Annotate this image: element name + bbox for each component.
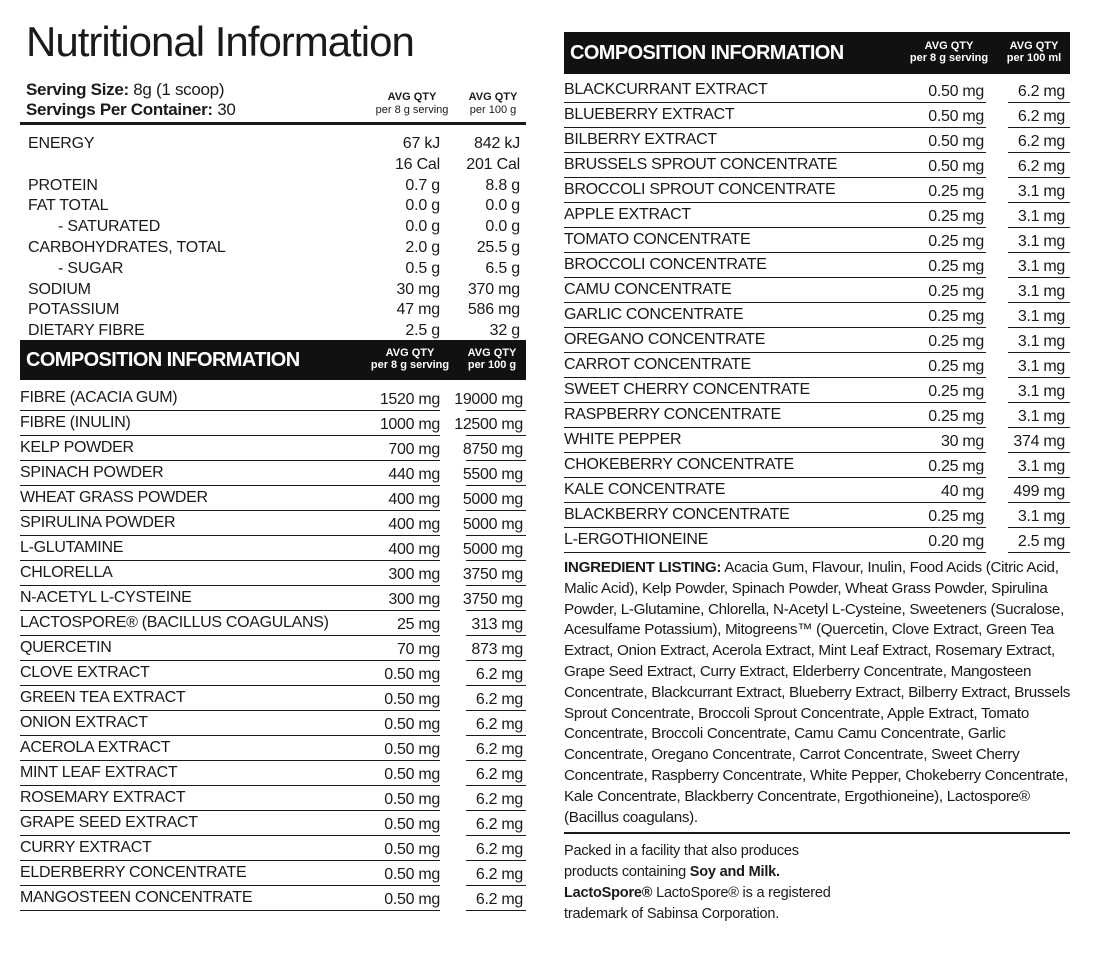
composition-label: KELP POWDER [20,439,134,456]
nutrition-label: FAT TOTAL [28,197,109,215]
composition-value-per-100: 2.5 mg [1017,533,1065,550]
nutrition-col1-header [368,91,456,117]
nutrition-label: ENERGY [28,135,95,152]
row-underline [20,910,440,912]
ingredients-divider [564,832,1070,834]
nutrition-value-per-100g: 842 kJ [474,135,520,152]
composition-value-per-serving: 0.50 mg [384,816,440,833]
composition-value-per-100: 6.2 mg [475,866,523,883]
nutrition-value-per-100g: 370 mg [467,280,520,298]
servings-per-container-label: Servings Per Container: [26,100,213,119]
nutrition-value-per-serving: 47 mg [396,301,440,319]
composition-label: GREEN TEA EXTRACT [20,689,186,706]
composition-row [564,328,1070,353]
composition-left-title: COMPOSITION INFORMATION [26,349,300,371]
composition-row [564,203,1070,228]
nutrition-row [28,320,520,341]
composition-row [564,503,1070,528]
nutrition-row [28,299,520,320]
composition-row [20,536,526,561]
composition-row [20,411,526,436]
composition-value-per-100: 8750 mg [462,441,523,458]
composition-value-per-serving: 0.25 mg [928,233,984,250]
row-underline [564,552,986,554]
nutrition-label: - SATURATED [58,218,161,236]
composition-row [20,586,526,611]
nutrition-value-per-serving: 0.0 g [405,218,440,236]
composition-value-per-100: 3750 mg [462,591,523,608]
composition-label: ONION EXTRACT [20,714,148,731]
composition-row [20,511,526,536]
nutrition-row [28,216,520,237]
composition-right-title: COMPOSITION INFORMATION [570,42,844,64]
composition-value-per-serving: 0.25 mg [928,333,984,350]
composition-left-col1-title: AVG QTY [385,347,435,359]
composition-value-per-100: 3.1 mg [1017,183,1065,200]
composition-row [564,378,1070,403]
composition-left-col2-header [460,347,524,371]
composition-label: BROCCOLI SPROUT CONCENTRATE [564,181,836,198]
composition-value-per-100: 3.1 mg [1017,283,1065,300]
composition-label: CAMU CONCENTRATE [564,281,732,298]
composition-label: BILBERRY EXTRACT [564,131,717,148]
composition-right-table [564,78,1070,553]
composition-right-col1-header [904,40,994,64]
composition-label: CHLORELLA [20,564,113,581]
composition-row [20,436,526,461]
composition-right-col2-header [1000,40,1068,64]
composition-value-per-serving: 0.20 mg [928,533,984,550]
composition-value-per-100: 6.2 mg [1017,133,1065,150]
nutrition-value-per-serving: 0.0 g [405,197,440,215]
composition-label: BLUEBERRY EXTRACT [564,106,735,123]
ingredient-listing-text: Acacia Gum, Flavour, Inulin, Food Acids (Citric Acid, Malic Acid), Kelp Powder, Spinach Powder, Wheat Grass Powder, Spirulina Powder, L-Glutamine, Chlorella, N-Acetyl L-Cysteine, Sweeteners (Sucralose, Acesulfame Potassium), Mitogreens™ (Quercetin, Clove Extract, Green Tea Extract, Onion Extract, Acerola Extract, Mint Leaf Extract, Rosemary Extract, Grape Seed Extract, Curry Extract, Elderberry Concentrate, Mangosteen Concentrate, Blackcurrant Extract, Blueberry Extract, Bilberry Extract, Brussels Sprout Concentrate, Broccoli Sprout Concentrate, Apple Extract, Tomato Concentrate, Broccoli Concentrate, Camu Camu Concentrate, Garlic Concentrate, Oregano Concentrate, Carrot Concentrate, Sweet Cherry Concentrate, Raspberry Concentrate, White Pepper, Chokeberry Concentrate, Kale Concentrate, Blackberry Concentrate, Ergothioneine), Lactospore® (Bacillus coagulans). [564,559,1071,826]
composition-label: ROSEMARY EXTRACT [20,789,186,806]
nutrition-label: SODIUM [28,280,91,298]
composition-value-per-serving: 0.25 mg [928,383,984,400]
nutrition-divider [20,122,526,125]
composition-row [564,278,1070,303]
composition-value-per-100: 3.1 mg [1017,408,1065,425]
composition-row [564,453,1070,478]
composition-row [564,178,1070,203]
ingredient-listing-heading: INGREDIENT LISTING: [564,559,722,576]
composition-value-per-100: 3750 mg [462,566,523,583]
composition-value-per-serving: 0.50 mg [384,866,440,883]
note-line4: trademark of Sabinsa Corporation. [564,906,780,922]
composition-row [20,686,526,711]
composition-left-col2-sub: per 100 g [467,359,517,371]
composition-value-per-100: 19000 mg [454,391,523,408]
nutrition-value-per-serving: 0.5 g [405,259,440,277]
composition-row [564,228,1070,253]
composition-value-per-serving: 0.50 mg [384,741,440,758]
composition-label: CHOKEBERRY CONCENTRATE [564,456,794,473]
composition-value-per-100: 6.2 mg [1017,158,1065,175]
composition-value-per-serving: 400 mg [388,541,440,558]
composition-row [20,661,526,686]
row-underline [1008,552,1070,554]
composition-label: BLACKCURRANT EXTRACT [564,81,768,98]
nutrition-col1-sub: per 8 g serving [375,104,449,116]
nutrition-row [28,175,520,196]
nutrition-value-per-serving: 2.5 g [405,322,440,340]
composition-row [20,461,526,486]
nutrition-label: POTASSIUM [28,301,120,319]
nutrition-col1-title: AVG QTY [387,91,437,103]
nutrition-label: DIETARY FIBRE [28,322,145,340]
nutrition-value-per-100g: 6.5 g [485,259,520,277]
composition-value-per-serving: 0.50 mg [384,791,440,808]
composition-row [20,836,526,861]
composition-value-per-100: 499 mg [1013,483,1065,500]
composition-value-per-100: 12500 mg [454,416,523,433]
composition-value-per-serving: 0.25 mg [928,183,984,200]
composition-label: CLOVE EXTRACT [20,664,150,681]
composition-value-per-100: 3.1 mg [1017,358,1065,375]
servings-per-container-value: 30 [212,100,236,119]
composition-row [564,303,1070,328]
composition-row [564,128,1070,153]
nutrition-row [28,195,520,216]
composition-label: MINT LEAF EXTRACT [20,764,178,781]
composition-value-per-serving: 440 mg [388,466,440,483]
nutrition-value-per-100g: 0.0 g [485,218,520,236]
composition-label: SPIRULINA POWDER [20,514,176,531]
nutrition-col2-sub: per 100 g [469,104,517,116]
composition-value-per-100: 6.2 mg [1017,83,1065,100]
composition-left-header [20,340,526,380]
composition-value-per-100: 6.2 mg [475,691,523,708]
note-allergens: Soy and Milk. [689,864,780,880]
nutrition-row [28,258,520,279]
composition-label: L-ERGOTHIONEINE [564,531,708,548]
allergen-note [564,841,864,925]
nutrition-col2-title: AVG QTY [468,91,518,103]
composition-value-per-100: 5000 mg [462,516,523,533]
composition-label: SPINACH POWDER [20,464,164,481]
nutrition-row [28,279,520,300]
composition-row [20,811,526,836]
composition-right-col2-title: AVG QTY [1009,40,1059,52]
composition-value-per-100: 3.1 mg [1017,208,1065,225]
composition-value-per-100: 3.1 mg [1017,458,1065,475]
composition-value-per-100: 6.2 mg [475,741,523,758]
composition-right-col2-sub: per 100 ml [1006,52,1062,64]
serving-size-label: Serving Size: [26,80,129,99]
composition-label: KALE CONCENTRATE [564,481,726,498]
composition-value-per-serving: 1000 mg [379,416,440,433]
composition-label: GRAPE SEED EXTRACT [20,814,198,831]
composition-label: CARROT CONCENTRATE [564,356,751,373]
nutrition-label: CARBOHYDRATES, TOTAL [28,239,226,256]
composition-value-per-serving: 1520 mg [379,391,440,408]
composition-label: LACTOSPORE® (BACILLUS COAGULANS) [20,614,329,631]
composition-value-per-100: 5500 mg [462,466,523,483]
composition-label: QUERCETIN [20,639,112,656]
composition-label: MANGOSTEEN CONCENTRATE [20,889,253,906]
composition-left-table [20,386,526,911]
nutrition-value-per-100g: 586 mg [467,301,520,319]
nutrition-value-per-serving: 30 mg [396,280,440,298]
composition-row [20,886,526,911]
ingredient-listing [564,558,1074,828]
note-line2-text: products containing [564,864,690,880]
composition-value-per-100: 313 mg [471,616,523,633]
composition-value-per-100: 6.2 mg [475,791,523,808]
composition-value-per-100: 3.1 mg [1017,383,1065,400]
composition-row [20,386,526,411]
note-line2 [564,862,864,883]
composition-row [564,253,1070,278]
composition-value-per-serving: 70 mg [397,641,440,658]
composition-value-per-100: 3.1 mg [1017,233,1065,250]
nutrition-value-per-serving: 67 kJ [402,135,440,152]
composition-label: BLACKBERRY CONCENTRATE [564,506,790,523]
composition-label: TOMATO CONCENTRATE [564,231,751,248]
composition-label: L-GLUTAMINE [20,539,124,556]
serving-size [26,80,224,100]
composition-value-per-serving: 0.50 mg [384,841,440,858]
composition-value-per-100: 6.2 mg [475,891,523,908]
composition-label: N-ACETYL L-CYSTEINE [20,589,192,606]
composition-value-per-serving: 0.25 mg [928,208,984,225]
composition-left-col1-header [366,347,454,371]
composition-value-per-100: 6.2 mg [475,766,523,783]
composition-row [20,636,526,661]
composition-left-col1-sub: per 8 g serving [370,359,450,371]
composition-row [564,153,1070,178]
composition-row [564,478,1070,503]
composition-label: GARLIC CONCENTRATE [564,306,744,323]
composition-row [20,861,526,886]
composition-value-per-100: 5000 mg [462,541,523,558]
composition-value-per-serving: 700 mg [388,441,440,458]
composition-row [564,428,1070,453]
composition-value-per-serving: 0.25 mg [928,508,984,525]
composition-value-per-serving: 0.50 mg [928,108,984,125]
nutrition-table [28,133,520,343]
composition-value-per-serving: 0.25 mg [928,408,984,425]
composition-value-per-100: 3.1 mg [1017,508,1065,525]
composition-value-per-100: 6.2 mg [475,816,523,833]
composition-row [20,761,526,786]
composition-label: CURRY EXTRACT [20,839,152,856]
composition-row [564,528,1070,553]
composition-value-per-100: 6.2 mg [475,841,523,858]
composition-value-per-100: 873 mg [471,641,523,658]
note-line1: Packed in a facility that also produces [564,843,799,859]
composition-value-per-serving: 0.50 mg [384,891,440,908]
composition-value-per-100: 5000 mg [462,491,523,508]
nutrition-label: PROTEIN [28,176,98,194]
composition-value-per-serving: 0.25 mg [928,458,984,475]
composition-label: ACEROLA EXTRACT [20,739,171,756]
composition-right-header [564,32,1070,74]
composition-right-col1-title: AVG QTY [924,40,974,52]
composition-label: FIBRE (INULIN) [20,414,131,431]
composition-row [564,103,1070,128]
composition-value-per-serving: 40 mg [941,483,984,500]
nutrition-col2-header [462,91,524,117]
composition-left-col2-title: AVG QTY [467,347,517,359]
nutrition-row [28,154,520,175]
nutrition-row [28,133,520,154]
composition-row [564,403,1070,428]
composition-value-per-serving: 0.25 mg [928,283,984,300]
composition-label: RASPBERRY CONCENTRATE [564,406,781,423]
nutrition-row [28,237,520,258]
composition-value-per-serving: 0.50 mg [928,158,984,175]
composition-value-per-100: 3.1 mg [1017,333,1065,350]
composition-value-per-100: 3.1 mg [1017,308,1065,325]
composition-label: BRUSSELS SPROUT CONCENTRATE [564,156,838,173]
composition-label: WHITE PEPPER [564,431,682,448]
composition-value-per-serving: 0.25 mg [928,358,984,375]
composition-value-per-100: 6.2 mg [475,716,523,733]
composition-value-per-serving: 25 mg [397,616,440,633]
composition-value-per-serving: 30 mg [941,433,984,450]
nutrition-value-per-serving: 2.0 g [405,239,440,256]
composition-row [20,786,526,811]
page-title: Nutritional Information [26,18,414,65]
composition-row [20,736,526,761]
note-brand: LactoSpore® [564,885,653,901]
composition-value-per-serving: 0.50 mg [928,133,984,150]
composition-label: ELDERBERRY CONCENTRATE [20,864,247,881]
composition-value-per-serving: 400 mg [388,491,440,508]
composition-label: FIBRE (ACACIA GUM) [20,389,178,406]
composition-value-per-serving: 0.50 mg [384,716,440,733]
note-line3 [564,883,864,904]
serving-size-value: 8g (1 scoop) [128,80,225,99]
nutrition-value-per-100g: 25.5 g [476,239,520,256]
note-line3-text: LactoSpore® is a registered [652,885,831,901]
composition-right-col1-sub: per 8 g serving [909,52,989,64]
composition-label: WHEAT GRASS POWDER [20,489,208,506]
nutrition-value-per-100g: 201 Cal [466,155,520,173]
composition-value-per-100: 3.1 mg [1017,258,1065,275]
composition-value-per-serving: 0.50 mg [928,83,984,100]
nutrition-value-per-serving: 0.7 g [405,176,440,194]
nutrition-value-per-100g: 0.0 g [485,197,520,215]
composition-value-per-serving: 0.25 mg [928,258,984,275]
composition-value-per-100: 6.2 mg [475,666,523,683]
composition-row [564,78,1070,103]
composition-row [20,486,526,511]
servings-per-container [26,100,236,120]
composition-value-per-serving: 0.50 mg [384,766,440,783]
composition-label: OREGANO CONCENTRATE [564,331,766,348]
row-underline [466,910,526,912]
composition-value-per-100: 374 mg [1013,433,1065,450]
composition-value-per-serving: 0.25 mg [928,308,984,325]
composition-value-per-serving: 300 mg [388,591,440,608]
composition-value-per-100: 6.2 mg [1017,108,1065,125]
composition-label: SWEET CHERRY CONCENTRATE [564,381,810,398]
nutrition-value-per-serving: 16 Cal [394,155,440,173]
composition-value-per-serving: 0.50 mg [384,691,440,708]
composition-label: BROCCOLI CONCENTRATE [564,256,767,273]
composition-value-per-serving: 400 mg [388,516,440,533]
nutrition-value-per-100g: 8.8 g [485,176,520,194]
composition-row [20,611,526,636]
composition-value-per-serving: 0.50 mg [384,666,440,683]
composition-label: APPLE EXTRACT [564,206,691,223]
composition-value-per-serving: 300 mg [388,566,440,583]
nutrition-value-per-100g: 32 g [489,322,520,340]
composition-row [20,711,526,736]
nutrition-label: - SUGAR [58,259,124,277]
composition-row [564,353,1070,378]
composition-row [20,561,526,586]
